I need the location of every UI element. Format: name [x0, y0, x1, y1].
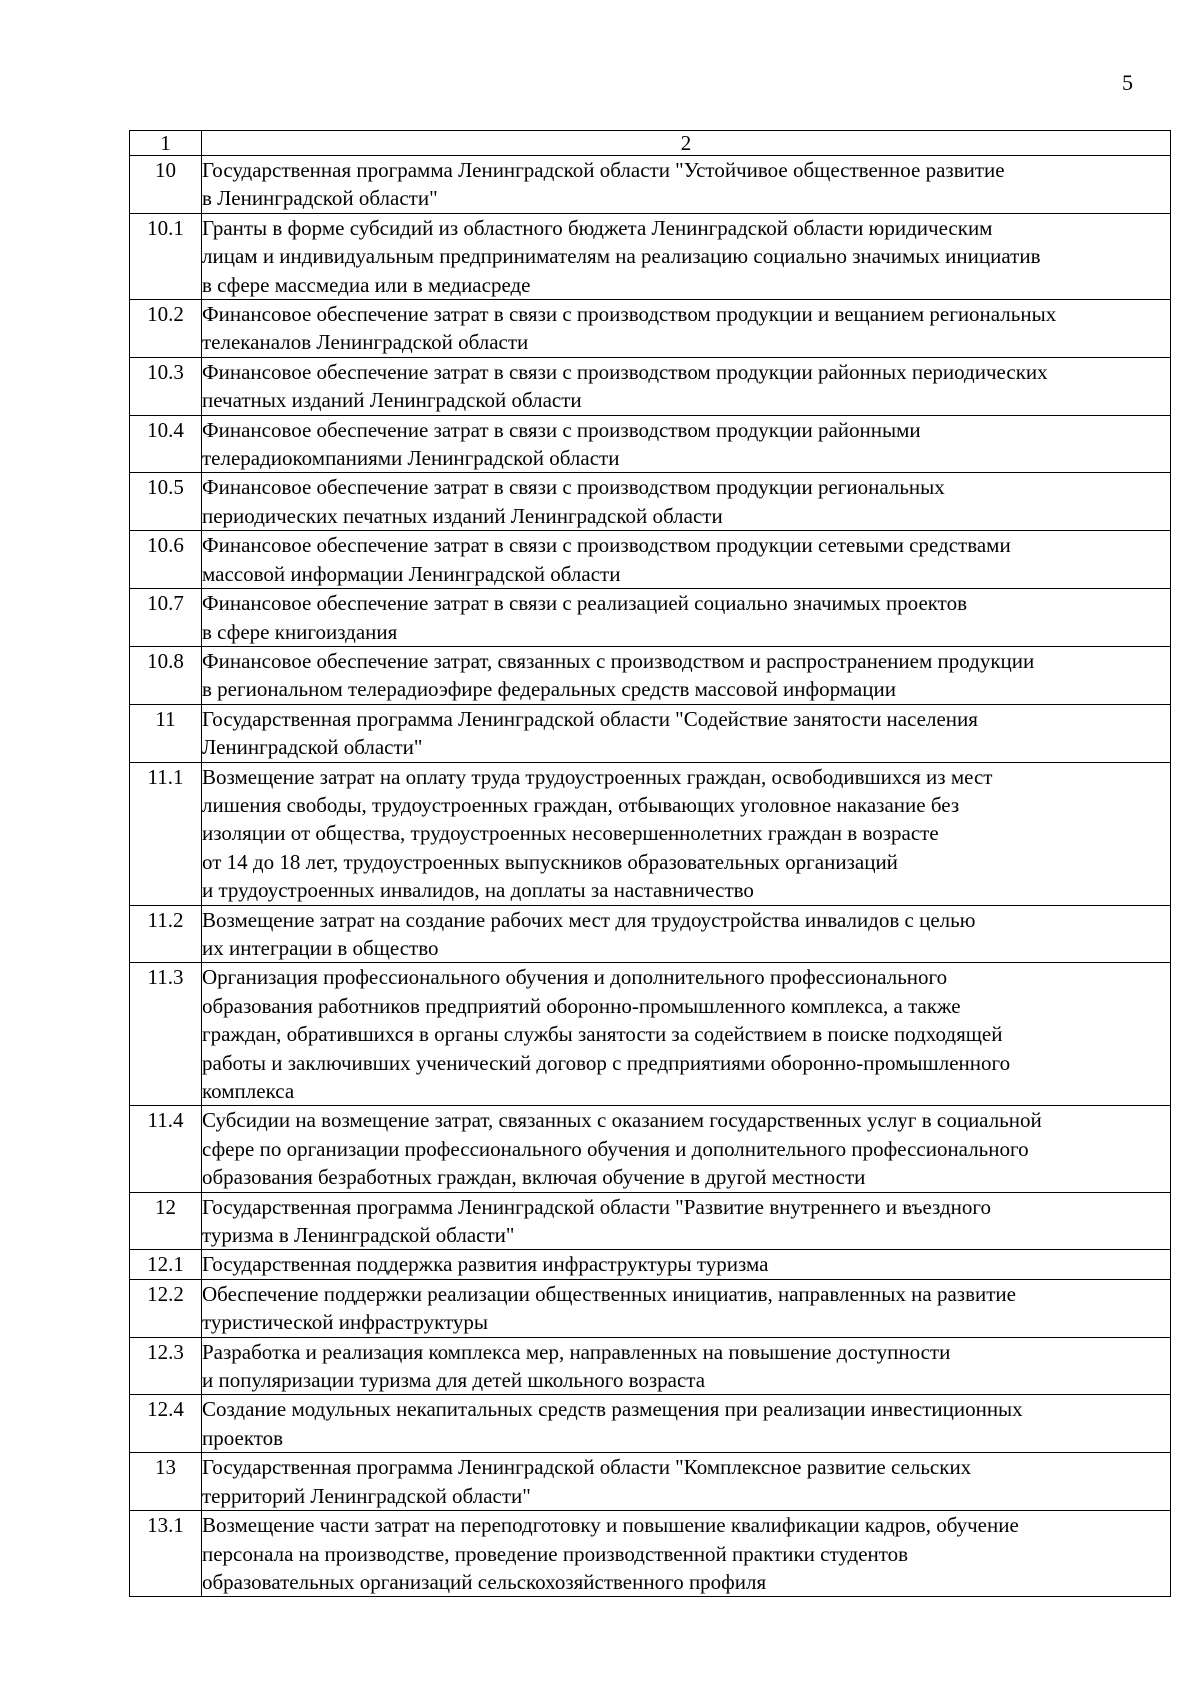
description-line: туризма в Ленинградской области"	[202, 1223, 515, 1248]
table-row	[130, 1337, 1171, 1395]
description-line: Финансовое обеспечение затрат в связи с производством продукции районными	[202, 417, 921, 442]
row-description-cell	[202, 531, 1171, 589]
row-description-cell	[202, 1395, 1171, 1453]
description-line: Государственная поддержка развития инфраструктуры туризма	[202, 1252, 769, 1277]
row-number-cell: 12.4	[130, 1395, 202, 1453]
row-description-cell	[202, 1279, 1171, 1337]
row-number-cell: 12.2	[130, 1279, 202, 1337]
description-line: телерадиокомпаниями Ленинградской области	[202, 446, 620, 471]
description-line: граждан, обратившихся в органы службы занятости за содействием в поиске подходящей	[202, 1022, 1003, 1047]
row-description-cell	[202, 1337, 1171, 1395]
description-line: Гранты в форме субсидий из областного бюджета Ленинградской области юридическим	[202, 215, 993, 240]
description-line: лицам и индивидуальным предпринимателям на реализацию социально значимых инициатив	[202, 244, 1041, 269]
description-line: туристической инфраструктуры	[202, 1310, 489, 1335]
description-line: образования работников предприятий оборонно-промышленного комплекса, а также	[202, 993, 961, 1018]
description-line: проектов	[202, 1425, 284, 1450]
table-row	[130, 213, 1171, 299]
table-row	[130, 589, 1171, 647]
table-row	[130, 1453, 1171, 1511]
table-row	[130, 1192, 1171, 1250]
row-number-cell: 11.2	[130, 905, 202, 963]
description-line: образования безработных граждан, включая обучение в другой местности	[202, 1165, 866, 1190]
row-number-cell: 10.5	[130, 473, 202, 531]
table-row	[130, 357, 1171, 415]
row-number-cell: 10.2	[130, 300, 202, 358]
row-number-cell: 12.1	[130, 1250, 202, 1279]
description-line: Возмещение части затрат на переподготовку и повышение квалификации кадров, обучение	[202, 1513, 1019, 1538]
description-line: Государственная программа Ленинградской области "Содействие занятости населения	[202, 706, 978, 731]
description-line: Обеспечение поддержки реализации общественных инициатив, направленных на развитие	[202, 1281, 1016, 1306]
row-description-cell	[202, 1511, 1171, 1597]
header-cell-number: 1	[130, 131, 202, 156]
description-line: Государственная программа Ленинградской области "Устойчивое общественное развитие	[202, 158, 1005, 182]
row-description-cell	[202, 1250, 1171, 1279]
description-line: их интеграции в общество	[202, 935, 439, 960]
description-line: Финансовое обеспечение затрат, связанных с производством и распространением продукции	[202, 648, 1035, 673]
description-line: Финансовое обеспечение затрат в связи с реализацией социально значимых проектов	[202, 591, 968, 616]
row-number-cell: 10	[130, 156, 202, 214]
row-number-cell: 11.3	[130, 963, 202, 1106]
table-row	[130, 963, 1171, 1106]
table-header-row	[130, 131, 1171, 156]
row-number-cell: 11	[130, 704, 202, 762]
row-number-cell: 13	[130, 1453, 202, 1511]
row-number-cell: 11.4	[130, 1106, 202, 1192]
row-number-cell: 10.4	[130, 415, 202, 473]
description-line: сфере по организации профессионального обучения и дополнительного профессионального	[202, 1136, 1029, 1161]
row-description-cell	[202, 473, 1171, 531]
row-description-cell	[202, 905, 1171, 963]
row-description-cell	[202, 415, 1171, 473]
description-line: комплекса	[202, 1079, 295, 1103]
description-line: Финансовое обеспечение затрат в связи с производством продукции сетевыми средствами	[202, 533, 1011, 558]
row-description-cell	[202, 213, 1171, 299]
table-row	[130, 531, 1171, 589]
description-line: Ленинградской области"	[202, 735, 423, 760]
description-line: Возмещение затрат на оплату труда трудоустроенных граждан, освободившихся из мест	[202, 764, 993, 789]
row-description-cell	[202, 963, 1171, 1106]
description-line: работы и заключивших ученический договор с предприятиями оборонно-промышленного	[202, 1050, 1011, 1075]
table-row	[130, 646, 1171, 704]
table-row	[130, 156, 1171, 214]
header-cell-description: 2	[202, 131, 1171, 156]
description-line: печатных изданий Ленинградской области	[202, 388, 582, 413]
programs-table	[129, 130, 1171, 1597]
description-line: Создание модульных некапитальных средств размещения при реализации инвестиционных	[202, 1397, 1023, 1422]
row-number-cell: 10.3	[130, 357, 202, 415]
description-line: периодических печатных изданий Ленинградской области	[202, 503, 723, 528]
table-row	[130, 1279, 1171, 1337]
row-description-cell	[202, 156, 1171, 214]
table-row	[130, 415, 1171, 473]
description-line: изоляции от общества, трудоустроенных несовершеннолетних граждан в возрасте	[202, 821, 939, 846]
table-row	[130, 1250, 1171, 1279]
description-line: телеканалов Ленинградской области	[202, 330, 529, 355]
row-description-cell	[202, 1192, 1171, 1250]
description-line: территорий Ленинградской области"	[202, 1483, 531, 1508]
row-description-cell	[202, 357, 1171, 415]
row-number-cell: 12.3	[130, 1337, 202, 1395]
description-line: образовательных организаций сельскохозяйственного профиля	[202, 1569, 767, 1594]
table-row	[130, 704, 1171, 762]
row-description-cell	[202, 762, 1171, 905]
description-line: персонала на производстве, проведение производственной практики студентов	[202, 1541, 909, 1566]
row-description-cell	[202, 1453, 1171, 1511]
row-description-cell	[202, 589, 1171, 647]
description-line: в сфере массмедиа или в медиасреде	[202, 272, 531, 297]
description-line: Финансовое обеспечение затрат в связи с производством продукции и вещанием региональных	[202, 302, 1057, 327]
description-line: в региональном телерадиоэфире федеральных средств массовой информации	[202, 677, 896, 702]
row-number-cell: 10.6	[130, 531, 202, 589]
description-line: и популяризации туризма для детей школьного возраста	[202, 1368, 706, 1393]
description-line: Государственная программа Ленинградской области "Комплексное развитие сельских	[202, 1455, 972, 1480]
description-line: от 14 до 18 лет, трудоустроенных выпускников образовательных организаций	[202, 849, 898, 874]
description-line: в Ленинградской области"	[202, 186, 438, 211]
row-description-cell	[202, 1106, 1171, 1192]
row-number-cell: 11.1	[130, 762, 202, 905]
table-row	[130, 1106, 1171, 1192]
page-number: 5	[1122, 70, 1133, 95]
description-line: в сфере книгоиздания	[202, 619, 398, 644]
description-line: Возмещение затрат на создание рабочих мест для трудоустройства инвалидов с целью	[202, 907, 976, 932]
description-line: лишения свободы, трудоустроенных граждан, отбывающих уголовное наказание без	[202, 792, 960, 817]
description-line: Разработка и реализация комплекса мер, направленных на повышение доступности	[202, 1339, 951, 1364]
table-row	[130, 762, 1171, 905]
description-line: Субсидии на возмещение затрат, связанных с оказанием государственных услуг в социальной	[202, 1108, 1042, 1133]
table-row	[130, 300, 1171, 358]
programs-table-body	[130, 131, 1171, 1597]
description-line: Финансовое обеспечение затрат в связи с производством продукции региональных	[202, 475, 945, 500]
row-description-cell	[202, 300, 1171, 358]
description-line: Финансовое обеспечение затрат в связи с производством продукции районных периодических	[202, 359, 1048, 384]
description-line: Организация профессионального обучения и дополнительного профессионального	[202, 965, 948, 990]
description-line: и трудоустроенных инвалидов, на доплаты за наставничество	[202, 878, 754, 903]
row-number-cell: 10.1	[130, 213, 202, 299]
row-description-cell	[202, 704, 1171, 762]
table-row	[130, 905, 1171, 963]
table-row	[130, 1511, 1171, 1597]
description-line: Государственная программа Ленинградской области "Развитие внутреннего и въездного	[202, 1194, 991, 1219]
row-description-cell	[202, 646, 1171, 704]
description-line: массовой информации Ленинградской области	[202, 561, 621, 586]
row-number-cell: 10.7	[130, 589, 202, 647]
table-row	[130, 473, 1171, 531]
row-number-cell: 10.8	[130, 646, 202, 704]
row-number-cell: 13.1	[130, 1511, 202, 1597]
table-row	[130, 1395, 1171, 1453]
row-number-cell: 12	[130, 1192, 202, 1250]
